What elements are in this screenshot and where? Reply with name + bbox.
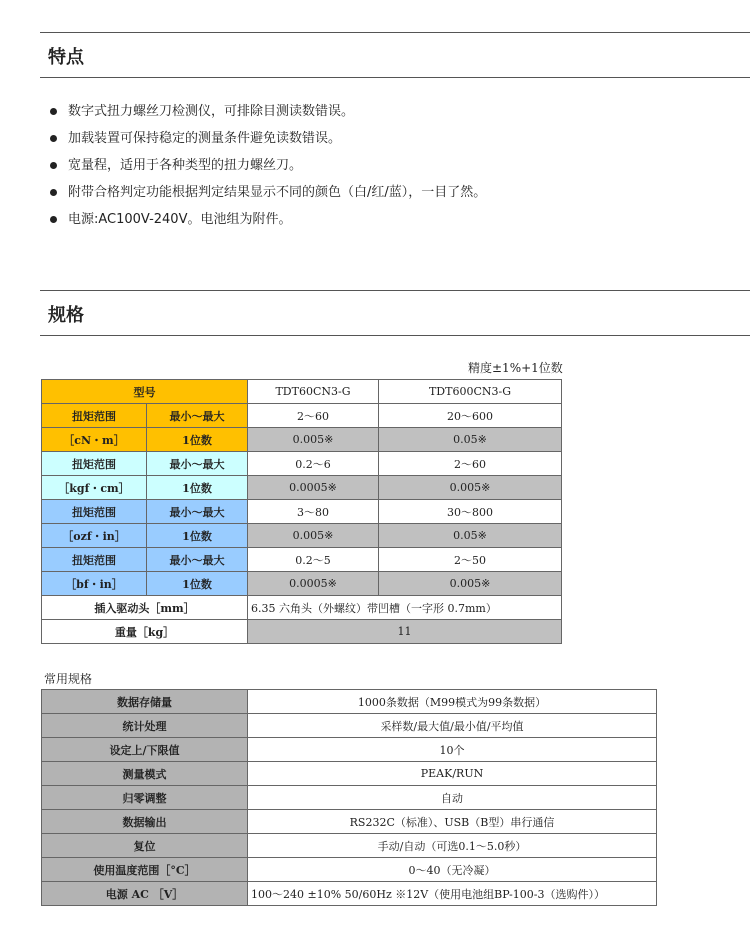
spec-label: 数据存储量 <box>42 690 248 714</box>
digit-value: 0.05※ <box>379 524 562 548</box>
precision-note: 精度±1%+1位数 <box>468 361 563 375</box>
group-name: 扭矩范围 <box>42 500 147 524</box>
table-row <box>42 404 562 428</box>
list-item: 数字式扭力螺丝刀检测仪，可排除目测读数错误。 <box>48 98 486 125</box>
range-value: 0.2～6 <box>248 452 379 476</box>
digit-label: 1位数 <box>147 476 248 500</box>
spec-label: 归零调整 <box>42 786 248 810</box>
digit-value: 0.0005※ <box>248 476 379 500</box>
spec-label: 复位 <box>42 834 248 858</box>
table-row <box>42 476 562 500</box>
digit-value: 0.0005※ <box>248 572 379 596</box>
min-max-label: 最小～最大 <box>147 500 248 524</box>
spec-value: 采样数/最大值/最小值/平均值 <box>248 714 657 738</box>
list-item: 加载装置可保持稳定的测量条件避免读数错误。 <box>48 125 486 152</box>
model-name: TDT60CN3-G <box>248 380 379 404</box>
spec-table <box>41 379 562 644</box>
group-name: 扭矩范围 <box>42 452 147 476</box>
range-value: 0.2～5 <box>248 548 379 572</box>
range-value: 30～800 <box>379 500 562 524</box>
weight-label: 重量［kg］ <box>42 620 248 644</box>
specs-section-header <box>40 290 750 336</box>
insert-value: 6.35 六角头（外螺纹）带凹槽（一字形 0.7mm） <box>248 596 562 620</box>
min-max-label: 最小～最大 <box>147 404 248 428</box>
table-row <box>42 452 562 476</box>
group-unit: ［bf・in］ <box>42 572 147 596</box>
model-label: 型号 <box>42 380 248 404</box>
spec-value: 0～40（无冷凝） <box>248 858 657 882</box>
table-row <box>42 596 562 620</box>
table-row <box>42 882 657 906</box>
group-name: 扭矩范围 <box>42 548 147 572</box>
range-value: 3～80 <box>248 500 379 524</box>
spec-value: RS232C（标准）、USB（B型）串行通信 <box>248 810 657 834</box>
table-row <box>42 858 657 882</box>
spec-label: 统计处理 <box>42 714 248 738</box>
table-row <box>42 690 657 714</box>
digit-value: 0.005※ <box>379 572 562 596</box>
table-row <box>42 380 562 404</box>
min-max-label: 最小～最大 <box>147 452 248 476</box>
table-row <box>42 548 562 572</box>
common-specs-table <box>41 689 657 906</box>
group-unit: ［ozf・in］ <box>42 524 147 548</box>
specs-title: 规格 <box>48 305 84 326</box>
table-row <box>42 786 657 810</box>
group-unit: ［cN・m］ <box>42 428 147 452</box>
digit-value: 0.005※ <box>248 524 379 548</box>
table-row <box>42 762 657 786</box>
features-title: 特点 <box>48 47 84 68</box>
spec-label: 测量模式 <box>42 762 248 786</box>
digit-value: 0.005※ <box>248 428 379 452</box>
range-value: 2～50 <box>379 548 562 572</box>
weight-value: 11 <box>248 620 562 644</box>
spec-value: 100～240 ±10% 50/60Hz ※12V（使用电池组BP-100-3（选购件）） <box>248 882 657 906</box>
spec-label: 设定上/下限值 <box>42 738 248 762</box>
list-item: 电源:AC100V-240V。电池组为附件。 <box>48 206 486 233</box>
model-name: TDT600CN3-G <box>379 380 562 404</box>
spec-label: 使用温度范围［°C］ <box>42 858 248 882</box>
list-item: 附带合格判定功能根据判定结果显示不同的颜色（白/红/蓝），一目了然。 <box>48 179 486 206</box>
group-name: 扭矩范围 <box>42 404 147 428</box>
table-row <box>42 500 562 524</box>
table-row <box>42 572 562 596</box>
digit-label: 1位数 <box>147 524 248 548</box>
spec-label: 数据输出 <box>42 810 248 834</box>
list-item: 宽量程，适用于各种类型的扭力螺丝刀。 <box>48 152 486 179</box>
table-row <box>42 428 562 452</box>
group-unit: ［kgf・cm］ <box>42 476 147 500</box>
common-specs-title: 常用规格 <box>44 672 93 686</box>
features-section-header <box>40 32 750 78</box>
table-row <box>42 810 657 834</box>
digit-value: 0.005※ <box>379 476 562 500</box>
table-row <box>42 524 562 548</box>
range-value: 2～60 <box>248 404 379 428</box>
table-row <box>42 714 657 738</box>
spec-value: 1000条数据（M99模式为99条数据） <box>248 690 657 714</box>
insert-label: 插入驱动头［mm］ <box>42 596 248 620</box>
digit-value: 0.05※ <box>379 428 562 452</box>
digit-label: 1位数 <box>147 572 248 596</box>
spec-value: 手动/自动（可选0.1～5.0秒） <box>248 834 657 858</box>
spec-value: PEAK/RUN <box>248 762 657 786</box>
digit-label: 1位数 <box>147 428 248 452</box>
table-row <box>42 620 562 644</box>
spec-label: 电源 AC ［V］ <box>42 882 248 906</box>
table-row <box>42 834 657 858</box>
range-value: 2～60 <box>379 452 562 476</box>
spec-value: 10个 <box>248 738 657 762</box>
min-max-label: 最小～最大 <box>147 548 248 572</box>
range-value: 20～600 <box>379 404 562 428</box>
table-row <box>42 738 657 762</box>
spec-value: 自动 <box>248 786 657 810</box>
features-list <box>48 98 486 233</box>
